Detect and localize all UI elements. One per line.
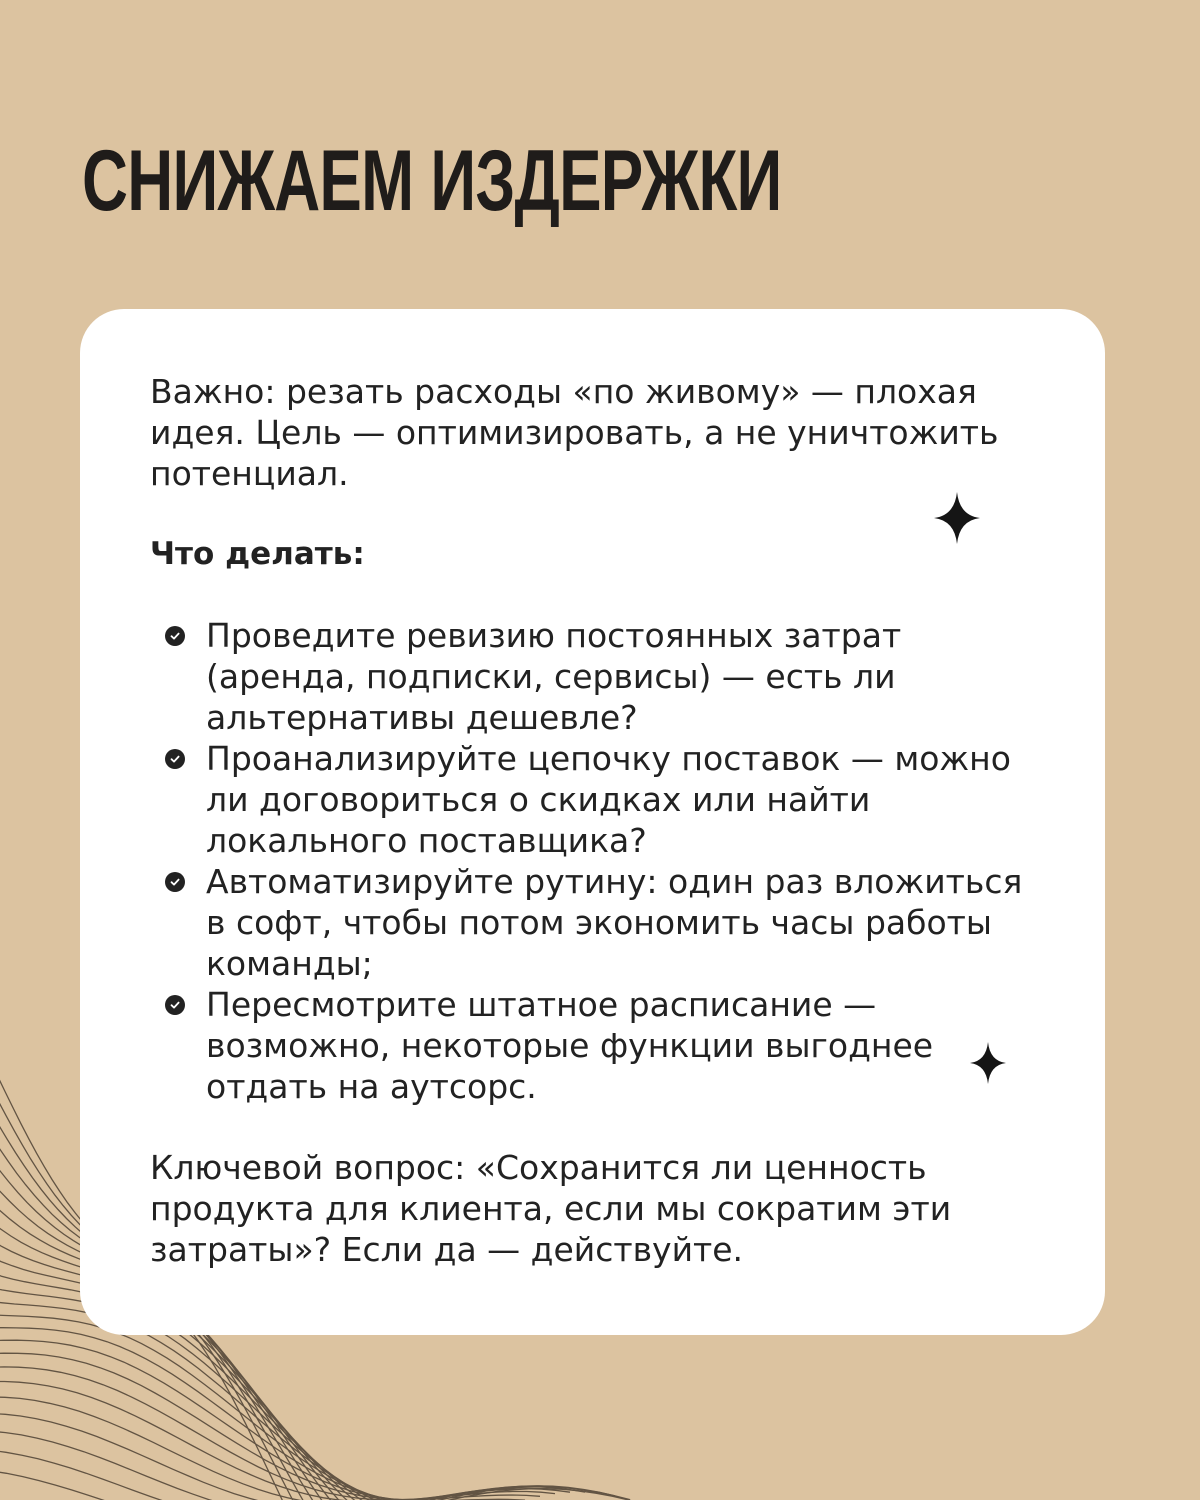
list-item-text: Автоматизируйте рутину: один раз вложиться в софт, чтобы потом экономить часы работы команды; <box>206 862 1023 983</box>
list-item-text: Пересмотрите штатное расписание — возможно, некоторые функции выгоднее отдать на аутсорс. <box>206 985 934 1106</box>
key-question-text: Ключевой вопрос: «Сохранится ли ценность продукта для клиента, если мы сократим эти затраты»? Если да — действуйте. <box>150 1148 952 1269</box>
list-item <box>206 615 1050 738</box>
list-item <box>206 984 1050 1107</box>
check-bullet-icon <box>165 872 185 892</box>
tips-list <box>150 615 1050 1107</box>
sparkle-star-icon <box>970 1042 1006 1084</box>
check-bullet-icon <box>165 749 185 769</box>
list-item-text: Проведите ревизию постоянных затрат (аренда, подписки, сервисы) — есть ли альтернативы дешевле? <box>206 616 902 737</box>
content-card <box>80 309 1105 1335</box>
intro-text: Важно: резать расходы «по живому» — плохая идея. Цель — оптимизировать, а не уничтожить потенциал. <box>150 372 999 493</box>
check-bullet-icon <box>165 995 185 1015</box>
list-item <box>206 861 1050 984</box>
sparkle-star-icon <box>934 492 980 544</box>
page-title: СНИЖАЕМ ИЗДЕРЖКИ <box>82 133 782 229</box>
list-item <box>206 738 1050 861</box>
list-item-text: Проанализируйте цепочку поставок — можно ли договориться о скидках или найти локального поставщика? <box>206 739 1011 860</box>
card-body <box>150 371 1050 1270</box>
check-bullet-icon <box>165 626 185 646</box>
section-heading: Что делать: <box>150 536 365 572</box>
